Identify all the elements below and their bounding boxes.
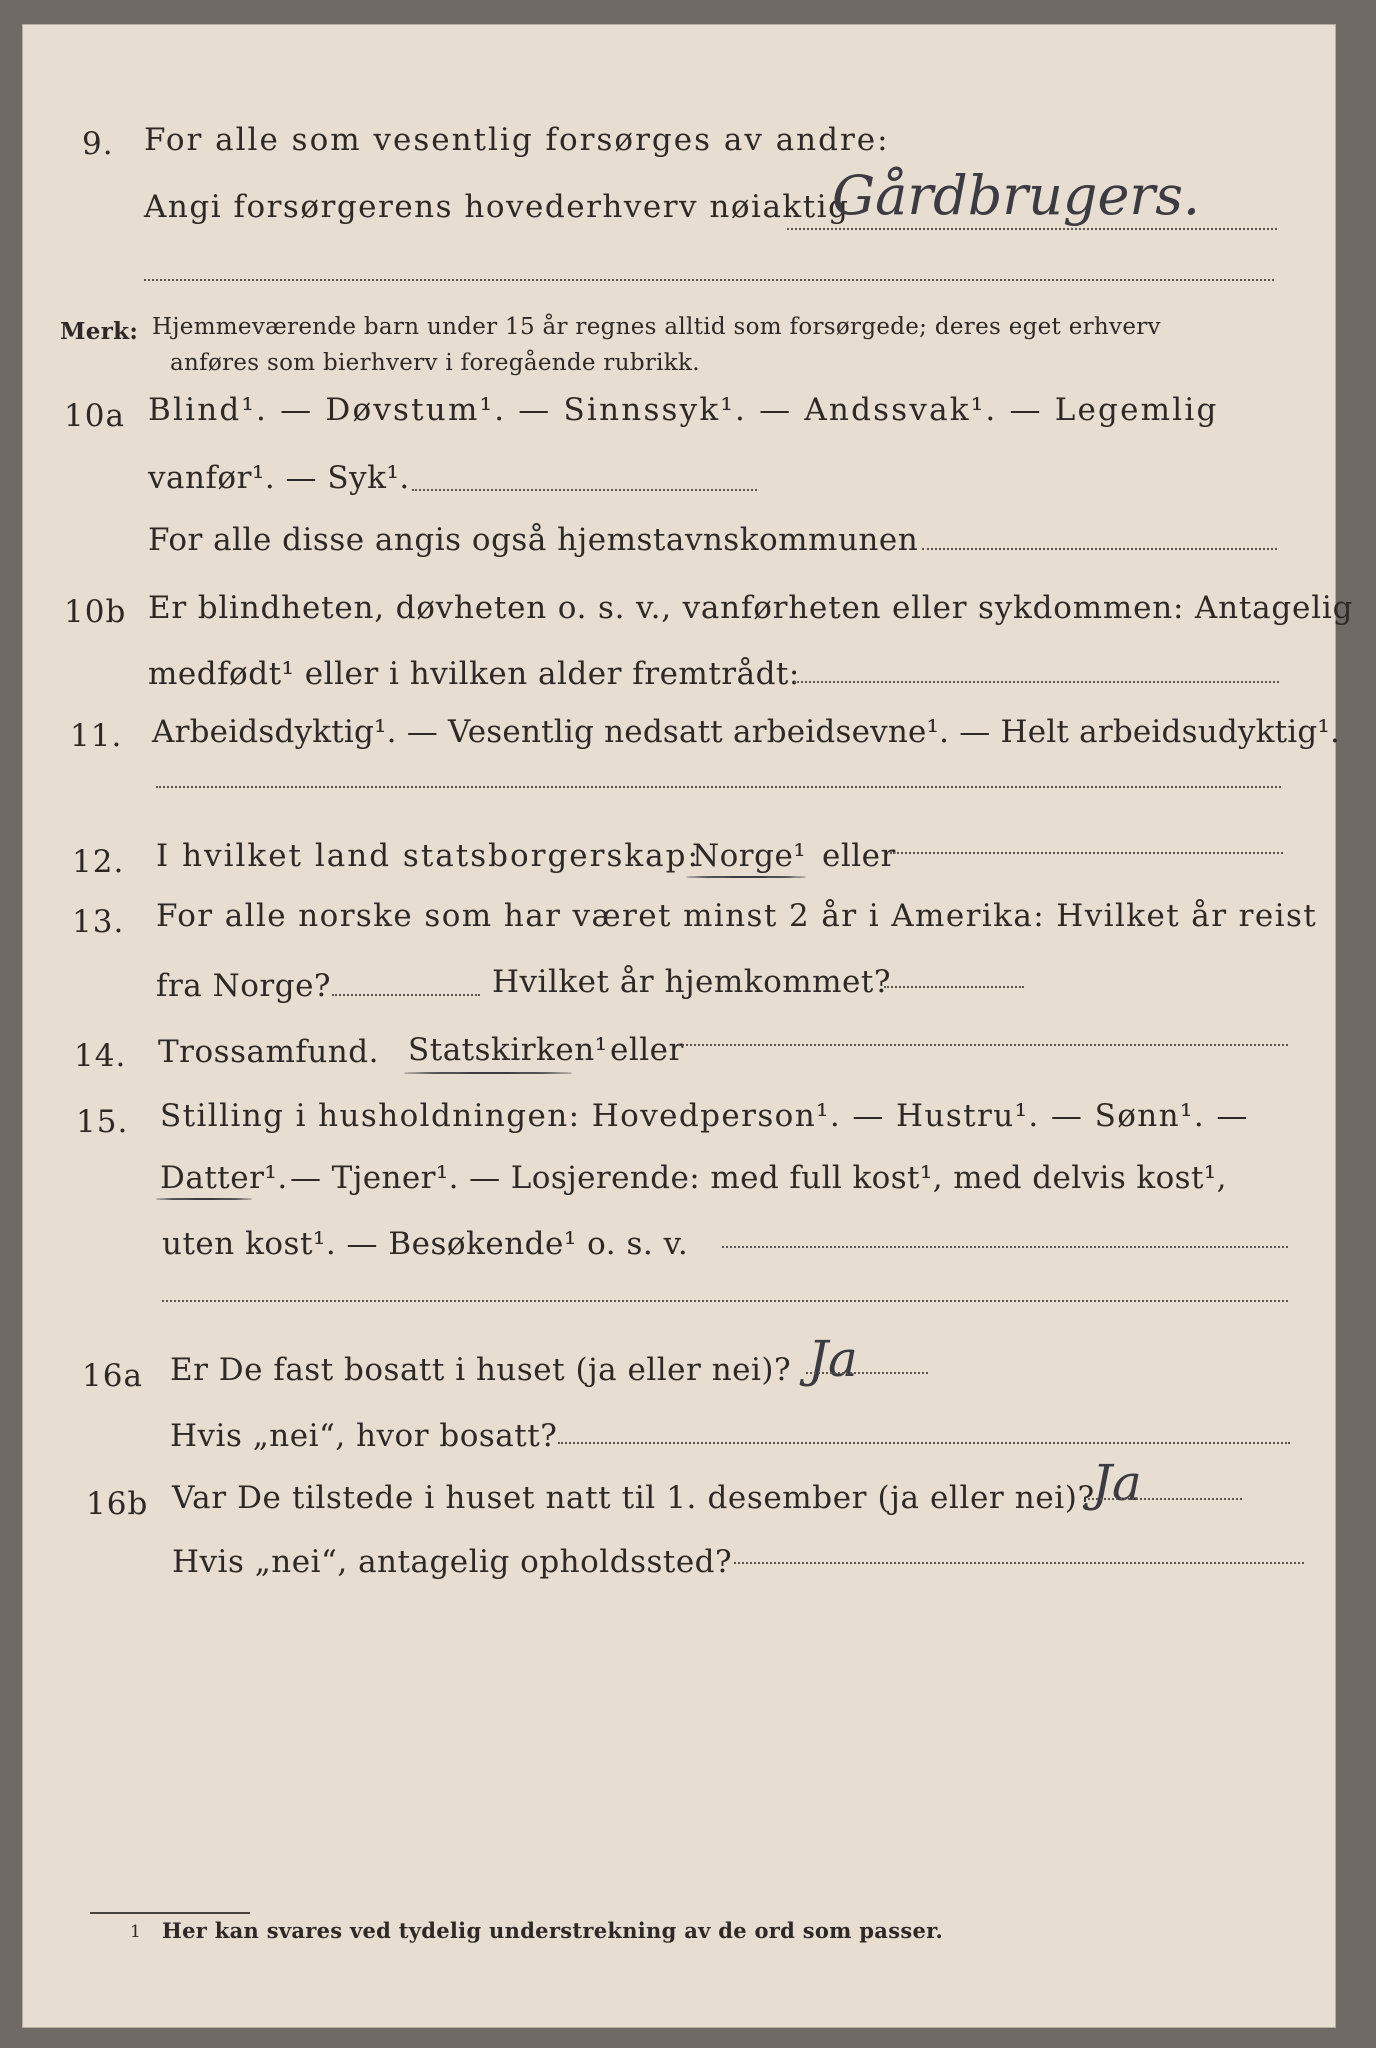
footnote-rule xyxy=(90,1912,250,1914)
q9-answer-line xyxy=(787,228,1277,230)
q13-reist-line xyxy=(332,994,480,996)
q11-number: 11. xyxy=(70,718,123,754)
q16b-number: 16b xyxy=(86,1486,149,1522)
q12-norge-underline xyxy=(686,876,806,878)
q15-answer-line xyxy=(722,1246,1288,1248)
q10b-line2: medfødt¹ eller i hvilken alder fremtrådt: xyxy=(148,656,800,692)
q13-line2a: fra Norge? xyxy=(156,968,332,1004)
q10a-line3: For alle disse angis også hjemstavnskommunen xyxy=(148,522,919,558)
q9-handwritten-answer: Gårdbrugers. xyxy=(832,164,1201,227)
footnote-text: Her kan svares ved tydelig understrekning av de ord som passer. xyxy=(162,1918,944,1943)
q16a-answer-line xyxy=(806,1372,928,1374)
q16b-opholdssted-line xyxy=(734,1562,1304,1564)
q9-line2: Angi forsørgerens hovederhverv nøiaktig xyxy=(144,189,850,225)
q16a-number: 16a xyxy=(82,1358,143,1394)
q13-hjemkommet-line xyxy=(884,986,1024,988)
q10b-line1: Er blindheten, døvheten o. s. v., vanførheten eller sykdommen: Antagelig xyxy=(148,590,1354,626)
q13-number: 13. xyxy=(72,904,125,940)
q14-label: Trossamfund. xyxy=(158,1034,379,1070)
q15-datter-underline xyxy=(156,1198,252,1200)
q10a-answer-line xyxy=(412,489,757,491)
q12-answer-line xyxy=(890,852,1283,854)
q10a-kommune-line xyxy=(922,548,1277,550)
q10b-answer-line xyxy=(794,681,1279,683)
q14-rest: eller xyxy=(610,1032,684,1068)
q9-extra-line xyxy=(144,279,1274,281)
q16a-line1: Er De fast bosatt i huset (ja eller nei)? xyxy=(170,1352,792,1388)
q10a-line2: vanfør¹. — Syk¹. xyxy=(148,460,410,496)
q14-option-statskirken: Statskirken¹ xyxy=(408,1032,608,1068)
q15-option-datter: Datter¹. xyxy=(160,1160,288,1196)
q16a-line2: Hvis „nei“, hvor bosatt? xyxy=(170,1418,558,1454)
q12-option-norge: Norge¹ xyxy=(692,838,807,874)
q15-number: 15. xyxy=(76,1104,129,1140)
q10a-line1: Blind¹. — Døvstum¹. — Sinnssyk¹. — Andssvak¹. — Legemlig xyxy=(148,392,1219,428)
q15-line3: uten kost¹. — Besøkende¹ o. s. v. xyxy=(162,1226,689,1262)
q9-number: 9. xyxy=(82,126,114,162)
merk-line1: Hjemmeværende barn under 15 år regnes alltid som forsørgede; deres eget erhverv xyxy=(152,314,1161,340)
q10b-number: 10b xyxy=(64,594,127,630)
q9-line1: For alle som vesentlig forsørges av andre: xyxy=(144,122,890,158)
q14-answer-line xyxy=(678,1044,1288,1046)
q15-extra-line xyxy=(162,1300,1288,1302)
q13-line2b: Hvilket år hjemkommet? xyxy=(492,964,891,1000)
q16a-bosatt-line xyxy=(558,1442,1290,1444)
q12-rest: eller xyxy=(822,838,896,874)
q12-number: 12. xyxy=(72,844,125,880)
form-page xyxy=(22,24,1354,2028)
q11-answer-line xyxy=(156,786,1281,788)
q16a-handwritten-answer: Ja xyxy=(808,1330,858,1388)
q14-statskirken-underline xyxy=(404,1072,572,1074)
merk-label: Merk: xyxy=(60,318,139,345)
q13-line1: For alle norske som har været minst 2 år i Amerika: Hvilket år reist xyxy=(156,898,1318,934)
q10a-number: 10a xyxy=(64,398,125,434)
footnote-mark: 1 xyxy=(130,1922,142,1942)
q11-line1: Arbeidsdyktig¹. — Vesentlig nedsatt arbeidsevne¹. — Helt arbeidsudyktig¹. xyxy=(152,714,1341,750)
q16b-handwritten-answer: Ja xyxy=(1092,1454,1142,1512)
q16b-line1: Var De tilstede i huset natt til 1. desember (ja eller nei)? xyxy=(172,1480,1095,1516)
q14-number: 14. xyxy=(74,1038,127,1074)
q15-line2-rest: — Tjener¹. — Losjerende: med full kost¹, med delvis kost¹, xyxy=(290,1160,1227,1196)
q15-line1: Stilling i husholdningen: Hovedperson¹. — Hustru¹. — Sønn¹. — xyxy=(160,1098,1249,1134)
q12-label: I hvilket land statsborgerskap: xyxy=(156,838,700,874)
q16b-line2: Hvis „nei“, antagelig opholdssted? xyxy=(172,1544,733,1580)
merk-line2: anføres som bierhverv i foregående rubrikk. xyxy=(170,350,700,376)
q16b-answer-line xyxy=(1088,1498,1242,1500)
